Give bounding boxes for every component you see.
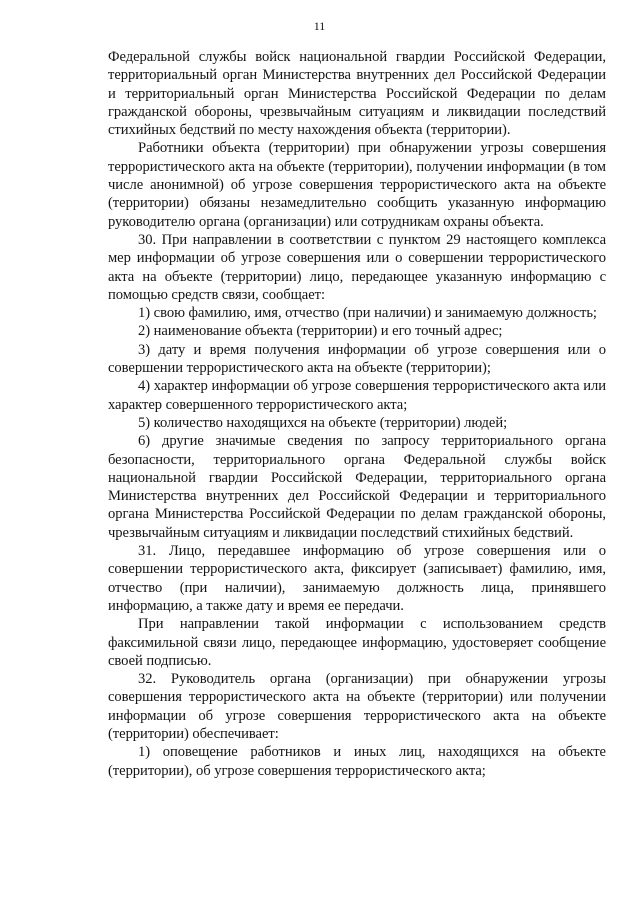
list-item-32-1: 1) оповещение работников и иных лиц, находящихся на объекте (территории), об угрозе совершения террористического акта; [108, 744, 606, 779]
list-item-30-3: 3) дату и время получения информации об угрозе совершения или о совершении террористического акта на объекте (территории); [108, 341, 606, 377]
list-item-30-2: 2) наименование объекта (территории) и его точный адрес; [138, 323, 503, 340]
paragraph-continuation: Федеральной службы войск национальной гвардии Российской Федерации, территориальный орган Министерства внутренних дел Российской Федерации и территориальный орган Министерства Российской Федерации по делам гражданской обороны, чрезвычайным ситуациям и ликвидации последствий стихийных бедствий по месту нахождения объекта (территории). [108, 49, 606, 139]
paragraph-workers-obligation: Работники объекта (территории) при обнаружении угрозы совершения террористического акта на объекте (территории), получении информации (в том числе анонимной) об угрозе совершения террористического акта на объекте (территории) обязаны незамедлительно сообщить указанную информацию руководителю органа (организации) или сотрудникам охраны объекта. [108, 140, 606, 230]
document-body [108, 48, 606, 780]
paragraph-clause-30: 30. При направлении в соответствии с пунктом 29 настоящего комплекса мер информации об угрозе совершения или о совершении террористического акта на объекте (территории) лицо, передающее указанную информацию с помощью средств связи, сообщает: [108, 231, 606, 303]
list-item-30-1: 1) свою фамилию, имя, отчество (при наличии) и занимаемую должность; [138, 305, 597, 322]
paragraph-clause-32: 32. Руководитель органа (организации) при обнаружении угрозы совершения террористического акта на объекте (территории) или получении информации об угрозе совершения террористического акта на объекте (территории) обеспечивает: [108, 671, 606, 742]
list-item-30-5: 5) количество находящихся на объекте (территории) людей; [138, 414, 508, 431]
page-number: 11 [313, 19, 326, 33]
list-item-30-4: 4) характер информации об угрозе совершения террористического акта или характер совершенного террористического акта; [108, 378, 606, 413]
list-item-30-6: 6) другие значимые сведения по запросу территориального органа безопасности, территориального органа Федеральной службы войск национальной гвардии Российской Федерации, территориального органа Министерства внутренних дел Российской Федерации и территориального органа Министерства Российской Федерации по делам гражданской обороны, чрезвычайным ситуациям и ликвидации последствий стихийных бедствий. [108, 433, 606, 541]
paragraph-fax-signature: При направлении такой информации с использованием средств факсимильной связи лицо, передающее информацию, удостоверяет сообщение своей подписью. [108, 616, 606, 669]
paragraph-clause-31: 31. Лицо, передавшее информацию об угрозе совершения или о совершении террористического акта, фиксирует (записывает) фамилию, имя, отчество (при наличии), занимаемую должность лица, принявшего информацию, а также дату и время ее передачи. [108, 543, 606, 614]
